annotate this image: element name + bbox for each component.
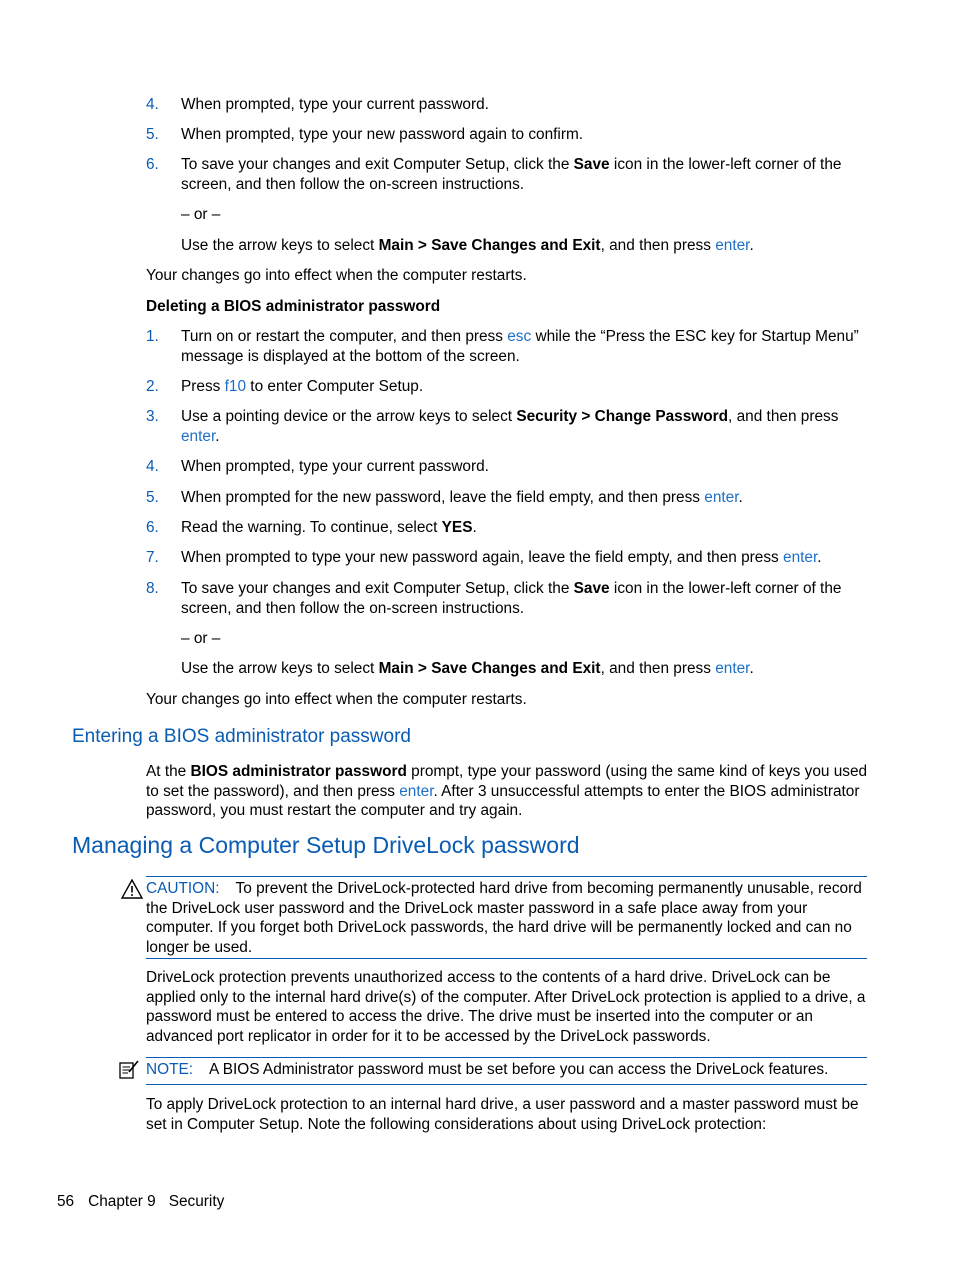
caution-label: CAUTION:: [146, 880, 220, 897]
list-item: Press f10 to enter Computer Setup.: [181, 378, 424, 395]
list-item: When prompted, type your current password.: [181, 458, 489, 475]
list-number: 4.: [146, 96, 159, 113]
list-number: 6.: [146, 519, 159, 536]
warning-icon: [121, 879, 143, 899]
or-separator: – or –: [181, 206, 221, 223]
list-item: To save your changes and exit Computer Setup, click the Save icon in the lower-left corner of the screen, and then follow the on-screen instructions.: [181, 156, 842, 193]
subsection-heading: Deleting a BIOS administrator password: [146, 298, 441, 315]
list-number: 3.: [146, 408, 159, 425]
list-item: Use a pointing device or the arrow keys to select Security > Change Password, and then press enter.: [181, 408, 839, 445]
effect-note: Your changes go into effect when the computer restarts.: [146, 691, 527, 708]
chapter-section-heading: Managing a Computer Setup DriveLock password: [72, 832, 580, 858]
list-item: Turn on or restart the computer, and then press esc while the “Press the ESC key for Startup Menu” message is displayed at the bottom of the screen.: [181, 328, 859, 365]
list-number: 1.: [146, 328, 159, 345]
list-number: 7.: [146, 549, 159, 566]
or-separator: – or –: [181, 630, 221, 647]
note-icon: [118, 1060, 140, 1080]
list-item: When prompted to type your new password again, leave the field empty, and then press enter.: [181, 549, 822, 566]
list-item: When prompted, type your new password again to confirm.: [181, 126, 584, 143]
list-number: 8.: [146, 580, 159, 597]
list-item: When prompted, type your current password.: [181, 96, 489, 113]
caution-box: CAUTION: To prevent the DriveLock-protected hard drive from becoming permanently unusable, record the DriveLock user password and the DriveLock master password in a safe place away from your computer. If you forget both DriveLock passwords, the hard drive will be permanently locked and can no longer be used.: [146, 880, 862, 956]
page-footer: [57, 1192, 224, 1212]
caution-top-rule: [146, 876, 867, 877]
note-box: NOTE: A BIOS Administrator password must be set before you can access the DriveLock features.: [146, 1061, 829, 1078]
list-item: When prompted for the new password, leave the field empty, and then press enter.: [181, 489, 743, 506]
alternative-instruction: Use the arrow keys to select Main > Save Changes and Exit, and then press enter.: [181, 237, 754, 254]
note-top-rule: [146, 1057, 867, 1058]
list-number: 2.: [146, 378, 159, 395]
effect-note: Your changes go into effect when the computer restarts.: [146, 267, 527, 284]
list-number: 5.: [146, 126, 159, 143]
page-number: 56: [57, 1193, 75, 1210]
list-item: To save your changes and exit Computer Setup, click the Save icon in the lower-left corner of the screen, and then follow the on-screen instructions.: [181, 580, 842, 617]
paragraph: To apply DriveLock protection to an internal hard drive, a user password and a master password must be set in Computer Setup. Note the following considerations about using DriveLock protection:: [146, 1096, 859, 1133]
section-heading: Entering a BIOS administrator password: [72, 726, 411, 747]
chapter-title: Security: [168, 1193, 225, 1210]
caution-bottom-rule: [146, 958, 867, 959]
list-number: 5.: [146, 489, 159, 506]
chapter-label: Chapter 9: [88, 1193, 156, 1210]
note-label: NOTE:: [146, 1061, 194, 1078]
list-number: 6.: [146, 156, 159, 173]
list-number: 4.: [146, 458, 159, 475]
note-bottom-rule: [146, 1084, 867, 1085]
paragraph: DriveLock protection prevents unauthorized access to the contents of a hard drive. DriveLock can be applied only to the internal hard drive(s) of the computer. After DriveLock protection is applied to a drive, a password must be entered to access the drive. The drive must be inserted into the computer or an advanced port replicator in order for it to be accessed by the DriveLock passwords.: [146, 969, 866, 1045]
paragraph: At the BIOS administrator password prompt, type your password (using the same kind of keys you used to set the password), and then press enter. After 3 unsuccessful attempts to enter the BIOS administrator password, you must restart the computer and try again.: [146, 763, 868, 819]
list-item: Read the warning. To continue, select YES.: [181, 519, 477, 536]
alternative-instruction: Use the arrow keys to select Main > Save Changes and Exit, and then press enter.: [181, 660, 754, 677]
